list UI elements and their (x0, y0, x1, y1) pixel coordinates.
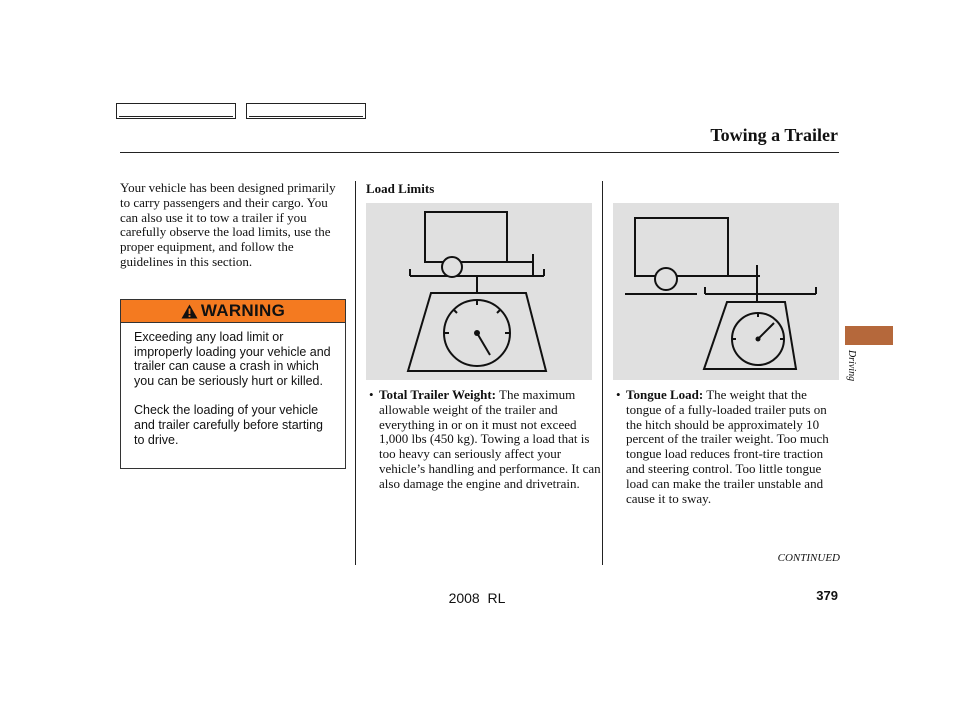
bullet-text: The maximum allowable weight of the trailer and everything in or on it must not exceed 1,000 lbs (450 kg). Towing a load that is too heavy can seriously affect your vehicle’s handling and performance. It can also damage the engine and drivetrain. (379, 387, 601, 491)
load-limits-heading: Load Limits (366, 181, 435, 196)
continued-label: CONTINUED (777, 552, 840, 564)
warning-label: WARNING (200, 301, 286, 320)
bullet-term: Tongue Load: (626, 387, 704, 402)
column-divider-right (602, 181, 603, 565)
model-label: 2008 RL (448, 590, 506, 606)
warning-paragraph: Exceeding any load limit or improperly loading your vehicle and trailer can cause a crash in which you can be seriously hurt or killed. (134, 330, 331, 388)
warning-paragraph: Check the loading of your vehicle and trailer carefully before starting to drive. (134, 403, 323, 447)
bullet-total-trailer-weight (369, 388, 601, 492)
title-rule (120, 152, 839, 153)
bullet-dot: • (616, 387, 621, 402)
trailer-on-scale-icon (366, 203, 592, 380)
bullet-tongue-load (616, 388, 842, 506)
intro-paragraph: Your vehicle has been designed primarily to carry passengers and their cargo. You can also use it to tow a trailer if you carefully observe the load limits, use the proper equipment, and follow the guidelines in this section. (120, 180, 336, 269)
warning-box (120, 299, 346, 469)
bullet-dot: • (369, 387, 374, 402)
page-title: Towing a Trailer (710, 125, 838, 145)
tongue-load-figure (613, 203, 839, 380)
nav-button-next[interactable] (246, 103, 366, 119)
bullet-term: Total Trailer Weight: (379, 387, 497, 402)
bullet-text: The weight that the tongue of a fully-loaded trailer puts on the hitch should be approximately 10 percent of the trailer weight. Too much tongue load reduces front-tire traction and steering control. Too little tongue load can make the trailer unstable and cause it to sway. (626, 387, 829, 506)
warning-header (121, 300, 345, 323)
section-tab-label: Driving (846, 350, 857, 382)
section-tab (845, 326, 893, 345)
tongue-on-scale-icon (613, 203, 839, 380)
total-trailer-weight-figure (366, 203, 592, 380)
warning-triangle-icon (181, 304, 198, 319)
warning-body (121, 323, 345, 447)
page-number: 379 (816, 588, 838, 603)
column-divider-left (355, 181, 356, 565)
nav-button-previous[interactable] (116, 103, 236, 119)
